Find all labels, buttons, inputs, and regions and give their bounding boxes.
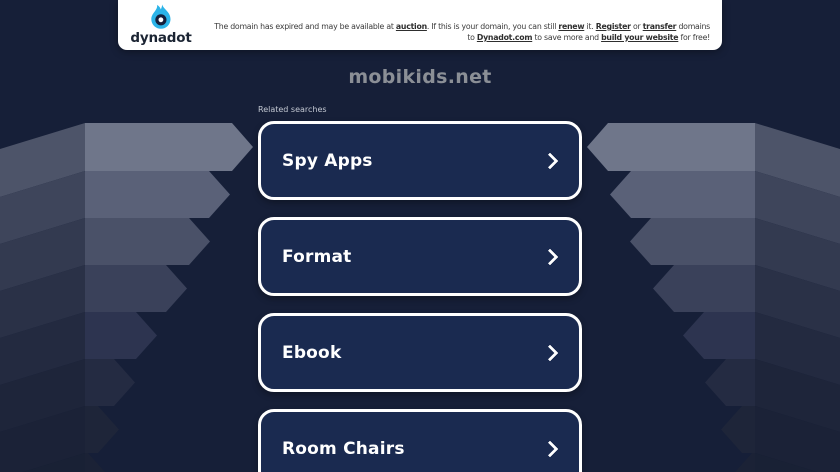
banner-link[interactable]: build your website [601,32,679,42]
decor-arrow [721,406,755,453]
related-search-label: Format [282,246,352,267]
decor-arrow [610,171,755,218]
banner-link[interactable]: auction [395,21,427,31]
banner-text: or [630,21,643,31]
chevron-right-icon [542,344,559,361]
page-title: mobikids.net [348,66,492,88]
dynadot-logo[interactable] [118,0,204,50]
decor-arrow [731,453,755,472]
banner-text: for free! [678,32,710,42]
decor-arrow [705,359,755,406]
related-search-button[interactable] [258,121,582,200]
banner-link[interactable]: Dynadot.com [476,32,533,42]
dynadot-brand-name: dynadot [130,30,192,46]
chevron-right-icon [542,440,559,457]
related-search-label: Room Chairs [282,438,405,459]
related-search-button[interactable] [258,217,582,296]
decor-arrow [630,218,755,265]
chevron-right-icon [542,152,559,169]
related-search-button[interactable] [258,313,582,392]
dynadot-banner [118,0,722,50]
banner-link[interactable]: renew [558,21,585,31]
banner-text: The domain has expired and may be available at [214,21,396,31]
banner-link[interactable]: Register [595,21,631,31]
banner-text: to [467,32,477,42]
banner-text: to save more and [532,32,602,42]
related-searches-list [258,121,582,472]
banner-message [204,8,722,42]
related-search-label: Spy Apps [282,150,373,171]
related-search-label: Ebook [282,342,342,363]
banner-text: . If this is your domain, you can still [426,21,559,31]
related-searches-label: Related searches [258,105,327,114]
decor-arrow [587,123,755,171]
decor-arrow [683,312,755,359]
related-search-button[interactable] [258,409,582,472]
banner-link[interactable]: transfer [642,21,677,31]
dynadot-flame-icon [149,4,173,31]
chevron-right-icon [542,248,559,265]
banner-text: domains [676,21,710,31]
decor-arrow [653,265,755,312]
banner-text: it. [584,21,596,31]
